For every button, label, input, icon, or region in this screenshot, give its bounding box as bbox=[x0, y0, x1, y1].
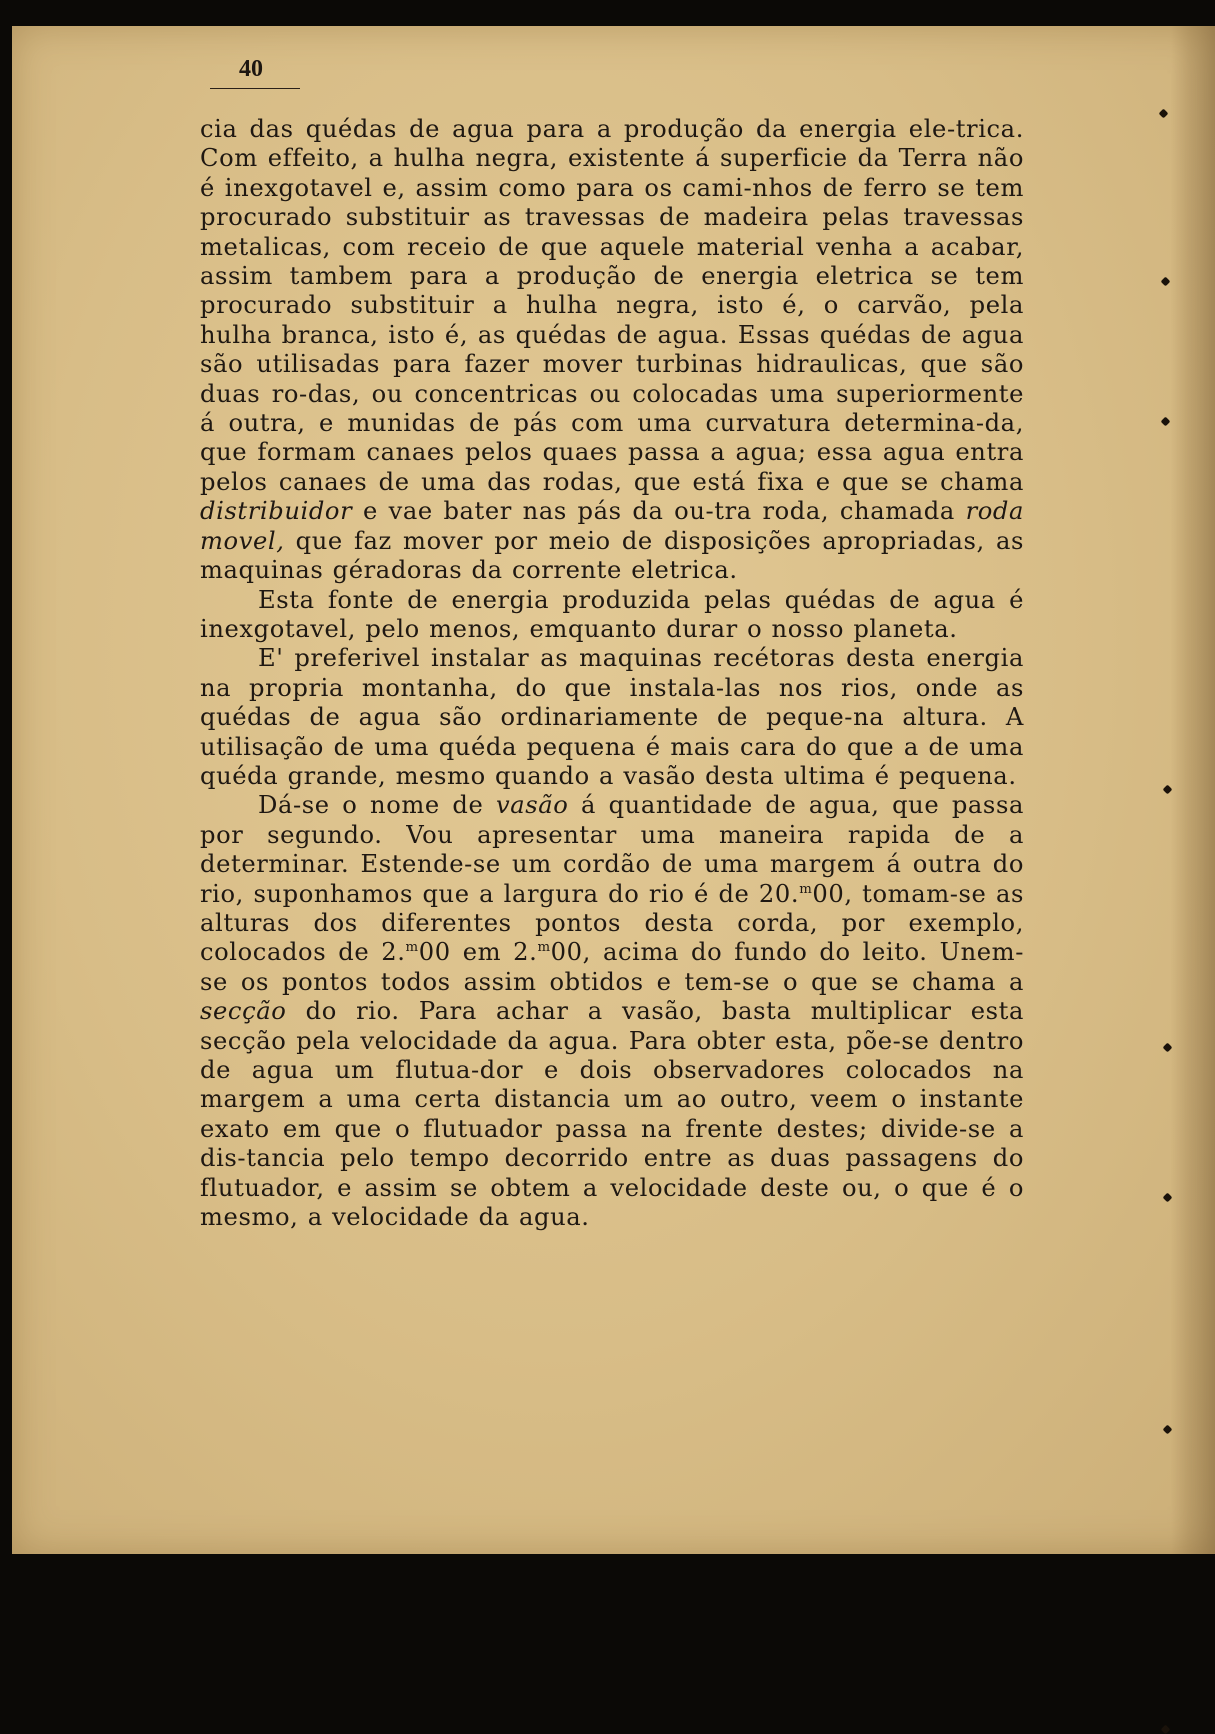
text-run: do rio. Para achar a vasão, basta multiplicar esta secção pela velocidade da agua. Para obter esta, põe-se dentro de agua um flutua-dor e dois observadores colocados na margem a uma certa distancia um ao outro, veem o instante exato em que o flutuador passa na frente destes; divide-se a dis-tancia pelo tempo decorrido entre as duas passagens do flutuador, e assim se obtem a velocidade deste ou, o que é o mesmo, a velocidade da agua. bbox=[200, 997, 1024, 1232]
paragraph bbox=[200, 644, 1024, 791]
superscript-unit: m bbox=[537, 940, 551, 956]
italic-term: vasão bbox=[495, 791, 569, 820]
italic-term: distribuidor bbox=[200, 497, 353, 526]
text-run: 00, tomam-se as alturas dos diferentes pontos desta corda, por exemplo, colocados de 2. bbox=[200, 879, 1024, 967]
paragraph bbox=[200, 586, 1024, 645]
text-run: Dá-se o nome de bbox=[258, 791, 496, 820]
text-run: 00, acima do fundo do leito. Unem-se os pontos todos assim obtidos e tem-se o que se chama a bbox=[200, 938, 1024, 996]
italic-term: secção bbox=[200, 997, 287, 1026]
text-run: 00 em 2. bbox=[418, 938, 538, 967]
superscript-unit: m bbox=[405, 940, 419, 956]
page-gutter-shadow bbox=[1171, 26, 1215, 1554]
text-run: E' preferivel instalar as maquinas recétoras desta energia na propria montanha, do que instala-las nos rios, onde as quédas de agua são ordinariamente de peque-na altura. A utilisação de uma quéda pequena é mais cara do que a de uma quéda grande, mesmo quando a vasão desta ultima é pequena. bbox=[200, 644, 1024, 790]
text-run: que faz mover por meio de disposições apropriadas, as maquinas géradoras da corrente eletrica. bbox=[200, 526, 1024, 585]
paragraph bbox=[200, 115, 1024, 586]
page-number-rule bbox=[210, 88, 300, 89]
page-number: 40 bbox=[239, 56, 263, 82]
italic-term: roda movel, bbox=[200, 497, 1024, 555]
margin-mark bbox=[1161, 277, 1171, 287]
text-run: Esta fonte de energia produzida pelas quédas de agua é inexgotavel, pelo menos, emquanto durar o nosso planeta. bbox=[200, 585, 1024, 643]
text-run: e vae bater nas pás da ou-tra roda, chamada bbox=[352, 497, 966, 526]
text-run: cia das quédas de agua para a produção da energia ele-trica. Com effeito, a hulha negra, existente á superficie da Terra não é inexgotavel e, assim como para os cami-nhos de ferro se tem procurado substituir as travessas de madeira pelas travessas metalicas, com receio de que aquele material venha a acabar, assim tambem para a produção de energia eletrica se tem procurado substituir a hulha negra, isto é, o carvão, pela hulha branca, isto é, as quédas de agua. Essas quédas de agua são utilisadas para fazer mover turbinas hidraulicas, que são duas ro-das, ou concentricas ou colocadas uma superiormente á outra, e munidas de pás com uma curvatura determina-da, que formam canaes pelos quaes passa a agua; essa agua entra pelos canaes de uma das rodas, que está fixa e que se chama bbox=[200, 115, 1024, 496]
body-text bbox=[200, 115, 1024, 1232]
margin-mark bbox=[1161, 1725, 1171, 1734]
book-page bbox=[12, 26, 1215, 1554]
margin-mark bbox=[1161, 417, 1171, 427]
text-run: á quantidade de agua, que passa por segundo. Vou apresentar uma maneira rapida de a determinar. Estende-se um cordão de uma margem á outra do rio, suponhamos que a largura do rio é de 20. bbox=[200, 791, 1024, 908]
margin-mark bbox=[1159, 109, 1169, 119]
paragraph bbox=[200, 791, 1024, 1232]
superscript-unit: m bbox=[799, 881, 813, 897]
